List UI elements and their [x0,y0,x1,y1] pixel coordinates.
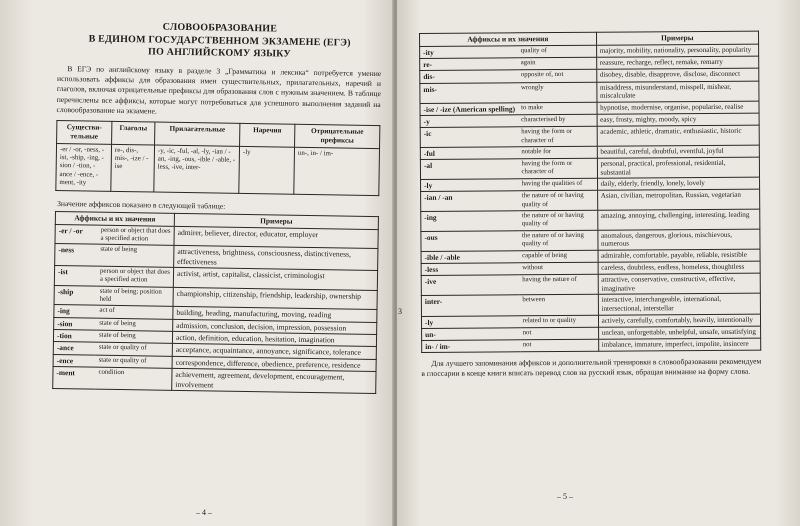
examples-cell: misaddress, misunderstand, misspell, mishear, miscalculate [596,81,759,102]
examples-cell: careless, doubtless, endless, homeless, thoughtless [598,261,761,274]
meaning-cell: characterised by [518,114,597,127]
examples-cell: daily, elderly, friendly, lonely, lovely [597,177,760,190]
affix-cell: -tion [53,329,96,342]
heading-line-1: СЛОВООБРАЗОВАНИЕ [162,21,278,35]
meaning-cell: the nature of or having quality of [519,210,598,230]
meaning-cell: notable for [518,146,597,159]
examples-cell: achievement, agreement, development, encouragement, involvement [172,369,376,394]
table-row [422,338,761,353]
meaning-cell: act of [96,305,173,319]
pos-cell-negative-prefixes: un-, in- / im- [294,147,380,195]
examples-cell: action, definition, education, hesitation, imagination [172,331,376,347]
examples-cell: acceptance, acquaintance, annoyance, significance, tolerance [172,344,376,360]
table-row [421,229,760,252]
parts-of-speech-table [55,120,380,196]
affix-table-right [419,31,761,354]
table-row [421,190,760,212]
affix-cell: in- / im- [422,340,520,353]
meaning-cell: between [519,295,598,316]
meaning-cell: capable of being [519,250,598,263]
examples-cell: amazing, annoying, challenging, interesting, leading [597,209,760,230]
pos-cell-adjectives: -y, -ic, -ful, -al, -ly, -ian / -an, -ing, -ous, -ible / -able, -less, -ive, inter- [154,145,240,193]
examples-cell: championship, citizenship, friendship, leadership, ownership [173,287,377,310]
affix-cell: -ian / -an [421,191,519,211]
affix-cell: un- [422,328,520,341]
meaning-cell: condition [95,367,172,390]
meaning-cell: the nature of or having quality of [519,191,598,211]
table-row [421,293,760,316]
examples-cell: hypnotise, modernise, organise, popularise, realise [597,101,760,114]
heading-line-2: В ЕДИНОМ ГОСУДАРСТВЕННОМ ЭКЗАМЕНЕ (ЕГЭ) [88,32,351,49]
affix-cell: mis- [420,82,518,103]
examples-cell: majority, mobility, nationality, personality, popularity [596,44,759,57]
examples-cell: beautiful, careful, doubtful, eventful, joyful [597,145,760,158]
examples-cell: anomalous, dangerous, glorious, mischievous, numerous [597,229,760,250]
affix-cell: -ing [54,305,97,318]
affix-cell: -ive [421,275,519,296]
left-page [0,0,394,526]
page-number-right: – 5 – [557,492,573,501]
meaning-cell: related to or quality [520,315,599,328]
affix-cell: -ence [53,354,96,367]
table-row [421,209,760,231]
table-row [421,273,760,296]
meaning-cell: state of being [96,330,173,344]
examples-cell: correspondence, difference, obedience, preference, residence [172,356,376,372]
affix-cell: -ance [53,342,96,355]
examples-cell: admission, conclusion, decision, impression, possession [173,319,377,335]
affix-cell: -y [420,115,518,128]
table-caption: Значение аффиксов показано в следующей таблице: [57,198,226,211]
affix-column-header: Аффиксы и их значения [420,32,597,46]
examples-cell: admirer, believer, director, educator, employer [174,226,378,249]
meaning-cell: state of being [97,244,174,267]
pos-cell-nouns: -er / -or, -ness, -ist, -ship, -ing, -sion / -tion, -ance / -ence, -ment, -ity [56,143,112,191]
margin-number: 3 [398,307,402,316]
affix-cell: -ness [55,244,98,266]
pos-header-adverbs: Наречия [240,123,295,147]
left-page-content [52,20,382,394]
heading-line-3: ПО АНГЛИЙСКОМУ ЯЗЫКУ [147,46,292,60]
examples-cell: personal, practical, professional, residential, substantial [597,157,760,178]
meaning-cell: state or quality of [96,355,173,369]
pos-cell-adverbs: -ly [239,146,295,194]
examples-cell: interactive, interchangeable, international, intersectional, interstellar [598,293,761,314]
right-page [397,0,800,526]
pos-header-verbs: Глаголы [112,121,155,145]
affix-cell: -ic [420,127,518,147]
meaning-cell: quality of [518,45,597,58]
examples-cell: imbalance, immature, imperfect, impolite, insincere [598,338,761,351]
examples-cell: easy, frosty, mighty, moody, spicy [597,113,760,126]
meaning-cell: without [519,262,598,275]
affix-cell: -al [420,159,518,180]
meaning-cell: state of being [96,318,173,332]
affix-cell: -ity [420,46,518,59]
meaning-cell: state of being; position held [97,286,174,307]
examples-column-header: Примеры [596,31,759,45]
meaning-cell: not [520,327,599,340]
affix-table-right-body [420,44,761,353]
table-row [53,367,376,394]
meaning-cell: state or quality of [96,343,173,357]
affix-cell: -ly [421,315,519,328]
table-row [420,81,759,104]
table-row [420,125,759,147]
right-page-content [419,31,761,387]
examples-cell: unclean, unforgettable, unhelpful, unsafe, unsatisfying [598,326,761,339]
affix-cell: -ship [54,285,97,305]
affix-cell: re- [420,58,518,71]
affix-table-left [52,211,379,395]
meaning-cell: again [518,57,597,70]
study-note: Для лучшего запоминания аффиксов и дополнительной тренировки в словообразовании рекомендуем в глоссарии в конце книги вписать перевод слов на русский язык, обращая внимание на форму слова. [421,356,762,379]
affix-cell: -ise / -ize (American spelling) [420,103,518,116]
examples-cell: actively, carefully, comfortably, heavily, intentionally [598,314,761,327]
affix-cell: -sion [54,317,97,330]
meaning-cell: person or object that does a specified action [97,266,174,287]
pos-header-adjectives: Прилагательные [155,122,240,146]
meaning-cell: the nature of or having quality of [519,230,598,251]
affix-cell: -er / -or [55,224,98,244]
affix-cell: dis- [420,70,518,83]
intro-paragraph: В ЕГЭ по английскому языку в разделе 3 „Грамматика и лексика“ потребуется умение использовать аффиксы для образования имен существительных, прилагательных, наречий и глаголов, включая отрицательные префиксы для образования слов с нужным значением. В таблице перечислены все аффиксы, которые могут потребоваться для успешного выполнения заданий на словообразование на экзамене. [56,63,382,116]
pos-cell-verbs: re-, dis-, mis-, -ize / -ise [111,144,155,192]
examples-cell: Asian, civilian, metropolitan, Russian, vegetarian [597,190,760,211]
meaning-cell: person or object that does a specified action [97,225,174,246]
affix-cell: -ous [421,230,519,251]
examples-cell: building, heading, manufacturing, moving, reading [173,306,377,322]
examples-column-header: Примеры [174,213,378,229]
pos-header-negative-prefixes: Отрицательные префиксы [295,124,380,148]
affix-cell: -ment [53,367,96,389]
examples-cell: admirable, comfortable, payable, reliable, resistible [598,249,761,262]
meaning-cell: opposite of, not [518,70,597,83]
affix-cell: -ly [421,179,519,192]
page-number-left: – 4 – [196,508,212,517]
examples-cell: disobey, disable, disapprove, disclose, disconnect [596,69,759,82]
meaning-cell: to make [518,102,597,115]
affix-cell: -ible / -able [421,251,519,264]
examples-cell: attractiveness, brightness, consciousness, distinctiveness, effectiveness [174,246,378,271]
affix-cell: -ist [54,265,97,285]
affix-cell: inter- [421,295,519,316]
meaning-cell: not [520,339,599,352]
examples-cell: activist, artist, capitalist, classicist, criminologist [173,267,377,290]
meaning-cell: having the qualities of [519,178,598,191]
affix-table-left-body [53,224,379,393]
page-heading [57,20,382,63]
meaning-cell: wrongly [518,82,597,103]
affix-column-header: Аффиксы и их значения [55,211,174,226]
examples-cell: attractive, conservative, constructive, effective, imaginative [598,273,761,294]
table-row [420,157,759,180]
meaning-cell: having the form or character of [518,126,597,146]
meaning-cell: having the form or character of [518,158,597,179]
pos-header-nouns: Существи-тельные [57,120,112,144]
meaning-cell: having the nature of [519,274,598,295]
affix-cell: -ing [421,211,519,231]
affix-cell: -ful [420,147,518,160]
affix-cell: -less [421,263,519,276]
examples-cell: academic, athletic, dramatic, enthusiastic, historic [597,125,760,146]
examples-cell: reassure, recharge, reflect, remake, remarry [596,56,759,69]
